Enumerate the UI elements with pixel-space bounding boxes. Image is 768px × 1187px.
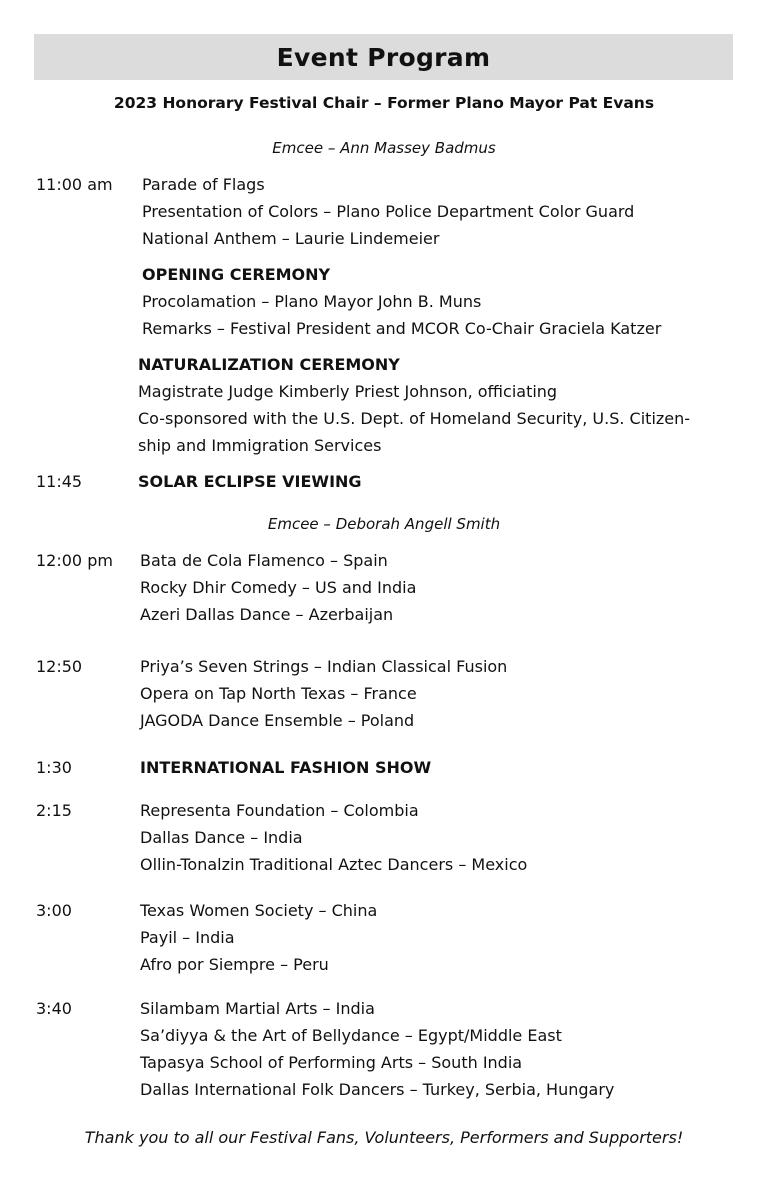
program-item: Sa’diyya & the Art of Bellydance – Egypt/Middle East	[140, 1026, 562, 1045]
time-label: 2:15	[36, 801, 72, 820]
program-item: Procolamation – Plano Mayor John B. Muns	[142, 292, 482, 311]
program-item: Bata de Cola Flamenco – Spain	[140, 551, 388, 570]
time-label: 11:00 am	[36, 175, 113, 194]
emcee-morning: Emcee – Ann Massey Badmus	[272, 139, 496, 157]
program-item: Opera on Tap North Texas – France	[140, 684, 417, 703]
time-label: 3:40	[36, 999, 72, 1018]
program-item: Ollin-Tonalzin Traditional Aztec Dancers – Mexico	[140, 855, 528, 874]
time-label: 11:45	[36, 472, 83, 491]
section-heading: NATURALIZATION CEREMONY	[138, 355, 400, 374]
program-item: Azeri Dallas Dance – Azerbaijan	[140, 605, 394, 624]
time-label: 3:00	[36, 901, 72, 920]
honorary-chair: 2023 Honorary Festival Chair – Former Plano Mayor Pat Evans	[113, 94, 655, 112]
program-item: Remarks – Festival President and MCOR Co-Chair Graciela Katzer	[142, 319, 662, 338]
program-item: Texas Women Society – China	[140, 901, 378, 920]
section-heading: INTERNATIONAL FASHION SHOW	[140, 758, 432, 777]
time-label: 12:00 pm	[36, 551, 113, 570]
program-item: Afro por Siempre – Peru	[140, 955, 329, 974]
program-item: ship and Immigration Services	[138, 436, 382, 455]
program-item: Rocky Dhir Comedy – US and India	[140, 578, 417, 597]
program-item: Silambam Martial Arts – India	[140, 999, 375, 1018]
program-item: National Anthem – Laurie Lindemeier	[142, 229, 440, 248]
program-item: Parade of Flags	[142, 175, 265, 194]
program-item: Priya’s Seven Strings – Indian Classical Fusion	[140, 657, 508, 676]
time-label: 1:30	[36, 758, 72, 777]
program-item: JAGODA Dance Ensemble – Poland	[140, 711, 415, 730]
program-item: Dallas International Folk Dancers – Turkey, Serbia, Hungary	[140, 1080, 615, 1099]
program-item: Dallas Dance – India	[140, 828, 303, 847]
emcee-afternoon: Emcee – Deborah Angell Smith	[267, 515, 501, 533]
program-item: Representa Foundation – Colombia	[140, 801, 419, 820]
title-bar	[34, 34, 733, 80]
section-heading: SOLAR ECLIPSE VIEWING	[138, 472, 362, 491]
program-item: Payil – India	[140, 928, 235, 947]
program-item: Magistrate Judge Kimberly Priest Johnson, officiating	[138, 382, 558, 401]
page-title: Event Program	[276, 43, 491, 72]
thank-you-note: Thank you to all our Festival Fans, Volunteers, Performers and Supporters!	[84, 1128, 684, 1147]
program-item: Co-sponsored with the U.S. Dept. of Homeland Security, U.S. Citizen-	[138, 409, 691, 428]
section-heading: OPENING CEREMONY	[142, 265, 331, 284]
program-item: Tapasya School of Performing Arts – South India	[140, 1053, 523, 1072]
time-label: 12:50	[36, 657, 83, 676]
program-item: Presentation of Colors – Plano Police Department Color Guard	[142, 202, 635, 221]
